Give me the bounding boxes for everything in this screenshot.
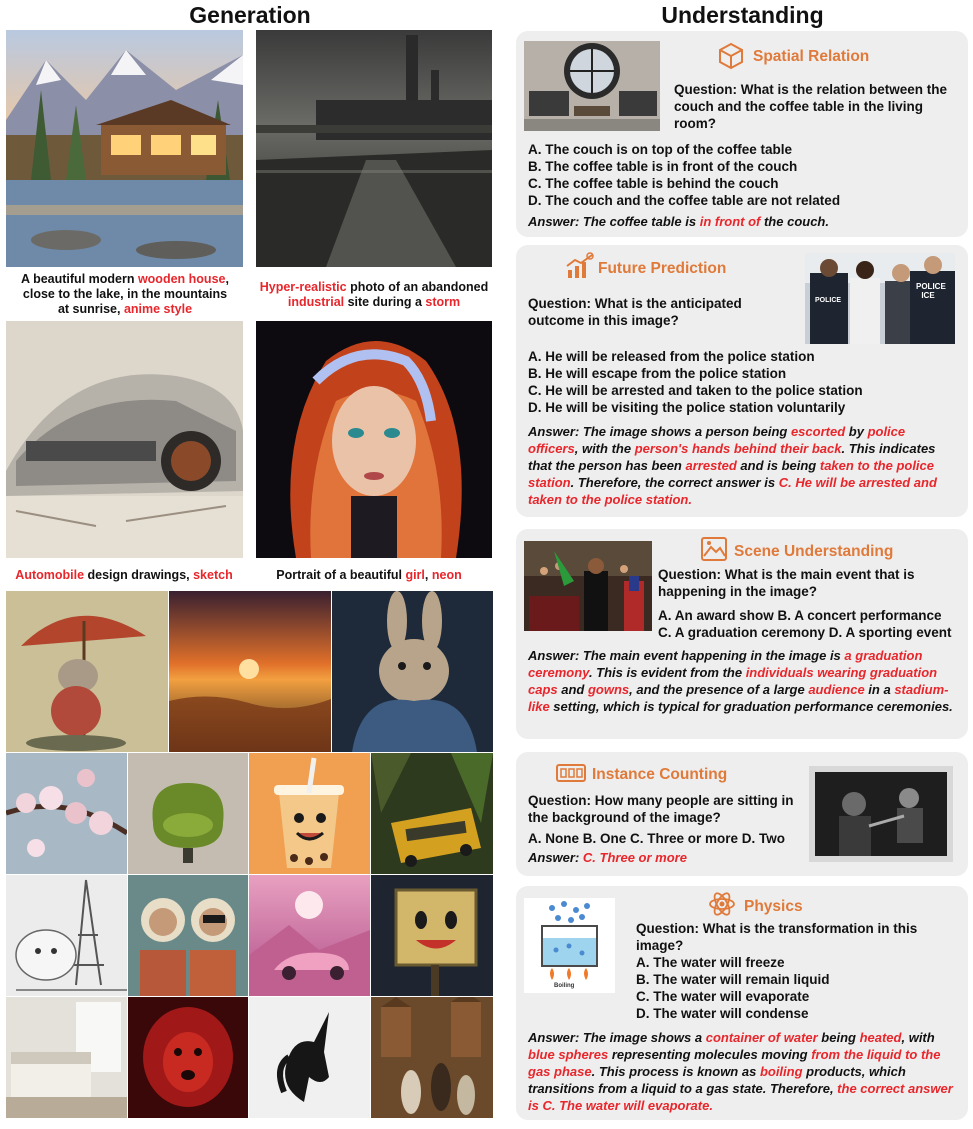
plain-text: and is being [736,458,820,473]
highlight-text: audience [808,682,865,697]
plain-text: and [557,682,588,697]
caption-wooden-house [20,272,230,317]
plain-text: , close to the lake, in the mountains at sunrise, [22,272,229,316]
option-spatial-b: B. The coffee table is in front of the couch [528,159,798,174]
plain-text: , [424,568,432,582]
highlight-text: police officers [528,424,906,456]
plain-text: by [845,424,868,439]
image-musician-bw [809,766,953,862]
plain-text: . Therefore, the correct answer is [570,475,779,490]
plain-text: the couch. [760,214,829,229]
question-spatial: Question: What is the relation between the couch and the coffee table in the living room? [674,82,948,131]
plain-text: photo of an abandoned [346,280,489,294]
option-spatial-a: A. The couch is on top of the coffee table [528,142,793,157]
question-physics: Question: What is the transformation in this image? [636,921,918,953]
plain-text: representing molecules moving [608,1047,812,1062]
plain-text: A beautiful modern [21,272,138,286]
caption-neon-girl [256,568,482,583]
plain-text: Answer: The coffee table is [528,214,700,229]
option-counting: A. None B. One C. Three or more D. Two [528,831,786,846]
highlight-text: from the liquid to the gas phase [528,1047,941,1079]
highlight-text: industrial [287,295,345,309]
highlight-text: in front of [699,214,761,229]
image-industrial-storm [256,30,492,267]
image-astronauts [128,875,248,996]
card-title-spatial: Spatial Relation [753,48,870,65]
option-future-a: A. He will be released from the police station [528,349,815,364]
highlight-text: heated [859,1030,902,1045]
plain-text: Answer: The image shows a [528,1030,706,1045]
highlight-text: C. Three or more [582,850,687,865]
answer-scene [528,647,958,715]
image-ocean-sunset [169,591,331,752]
highlight-text: anime style [123,302,193,316]
highlight-text: the correct answer is C. The water will evaporate. [528,1081,953,1113]
landscape-icon [700,536,728,562]
highlight-text: escorted [790,424,846,439]
generation-heading: Generation [189,2,311,28]
plain-text: . This indicates that the person has been [528,441,936,473]
plain-text: being [817,1030,860,1045]
image-neon-girl [256,321,492,558]
plain-text: in a [864,682,895,697]
option-physics-b: B. The water will remain liquid [636,972,830,987]
image-smiling-sign [371,875,493,996]
caption-industrial [250,280,498,310]
plain-text: site during a [344,295,426,309]
answer-spatial [528,213,958,230]
highlight-text: girl [405,568,425,582]
plain-text: setting, which is typical for graduation performance ceremonies. [549,699,953,714]
image-green-chair [128,753,248,874]
option-spatial-d: D. The couch and the coffee table are not related [528,193,841,208]
option-future-d: D. He will be visiting the police station voluntarily [528,400,846,415]
chart-growth-icon [565,252,595,280]
plain-text: products, which transitions from a liquid to a gas state. Therefore, [528,1064,906,1096]
option-physics-c: C. The water will evaporate [636,989,810,1004]
highlight-text: a graduation ceremony [528,648,923,680]
option-physics-a: A. The water will freeze [636,955,785,970]
answer-future [528,423,958,508]
image-medieval-painting [371,997,493,1118]
understanding-heading: Understanding [661,2,824,28]
highlight-text: Hyper-realistic [259,280,347,294]
image-cherry-blossom [6,753,127,874]
plain-text: , and the presence of a large [629,682,809,697]
plain-text: . This process is known as [591,1064,760,1079]
image-mouse-umbrella [6,591,168,752]
image-wooden-house [6,30,243,267]
option-future-b: B. He will escape from the police station [528,366,787,381]
question-counting: Question: How many people are sitting in the background of the image? [528,793,794,825]
highlight-text: C. He will be arrested and taken to the police station. [528,475,937,507]
highlight-text: wooden [137,272,186,286]
plain-text: design drawings, [84,568,194,582]
image-rabbit-scarf [332,591,493,752]
highlight-text: stadium-like [528,682,949,714]
plain-text: , with the [574,441,635,456]
image-bedroom [6,997,127,1118]
card-title-counting: Instance Counting [592,766,728,783]
caption-automobile [4,568,244,583]
atom-icon [708,890,736,918]
answer-physics [528,1029,958,1114]
image-graduation [524,541,652,631]
option-physics-d: D. The water will condense [636,1006,809,1021]
highlight-text: Automobile [15,568,85,582]
highlight-text: taken to the police station [528,458,935,490]
image-boiling-diagram [524,898,615,993]
highlight-text: person's hands behind their back [634,441,842,456]
question-future: Question: What is the anticipated outcome in this image? [528,296,742,328]
answer-counting [528,849,808,866]
plain-text: . This is evident from the [588,665,746,680]
image-red-dog [128,997,248,1118]
plain-text: , with [901,1030,935,1045]
image-bubble-tea [249,753,370,874]
card-title-physics: Physics [744,898,803,915]
image-unicorn-logo [249,997,370,1118]
option-scene-ab: A. An award show B. A concert performance [658,608,942,623]
option-spatial-c: C. The coffee table is behind the couch [528,176,779,191]
card-title-scene: Scene Understanding [734,543,894,560]
cube-icon [717,42,745,70]
highlight-text: storm [425,295,461,309]
option-future-c: C. He will be arrested and taken to the police station [528,383,863,398]
highlight-text: gowns [587,682,630,697]
highlight-text: blue spheres [528,1047,609,1062]
highlight-text: container of water [705,1030,818,1045]
card-title-future: Future Prediction [598,260,727,277]
plain-text: Answer: The main event happening in the image is [528,648,845,663]
plain-text: Answer: The image shows a person being [528,424,791,439]
highlight-text: sketch [193,568,233,582]
highlight-text: neon [431,568,462,582]
boiling-label: Boiling [554,983,575,989]
plain-text: Portrait of a beautiful [276,568,406,582]
image-jungle-bus [371,753,493,874]
image-cat-eiffel [6,875,127,996]
counter-icon [556,764,586,782]
plain-text: Answer: [528,850,583,865]
question-scene: Question: What is the main event that is happening in the image? [658,567,915,599]
highlight-text: house [188,272,226,286]
highlight-text: arrested [685,458,737,473]
highlight-text: individuals wearing graduation caps [528,665,938,697]
highlight-text: boiling [759,1064,803,1079]
image-living-room [524,41,660,131]
image-automobile-sketch [6,321,243,558]
image-pink-car [249,875,370,996]
police-badge-right: POLICE ICE [916,282,946,300]
option-scene-cd: C. A graduation ceremony D. A sporting event [658,625,952,640]
police-badge-left: POLICE [815,297,842,304]
